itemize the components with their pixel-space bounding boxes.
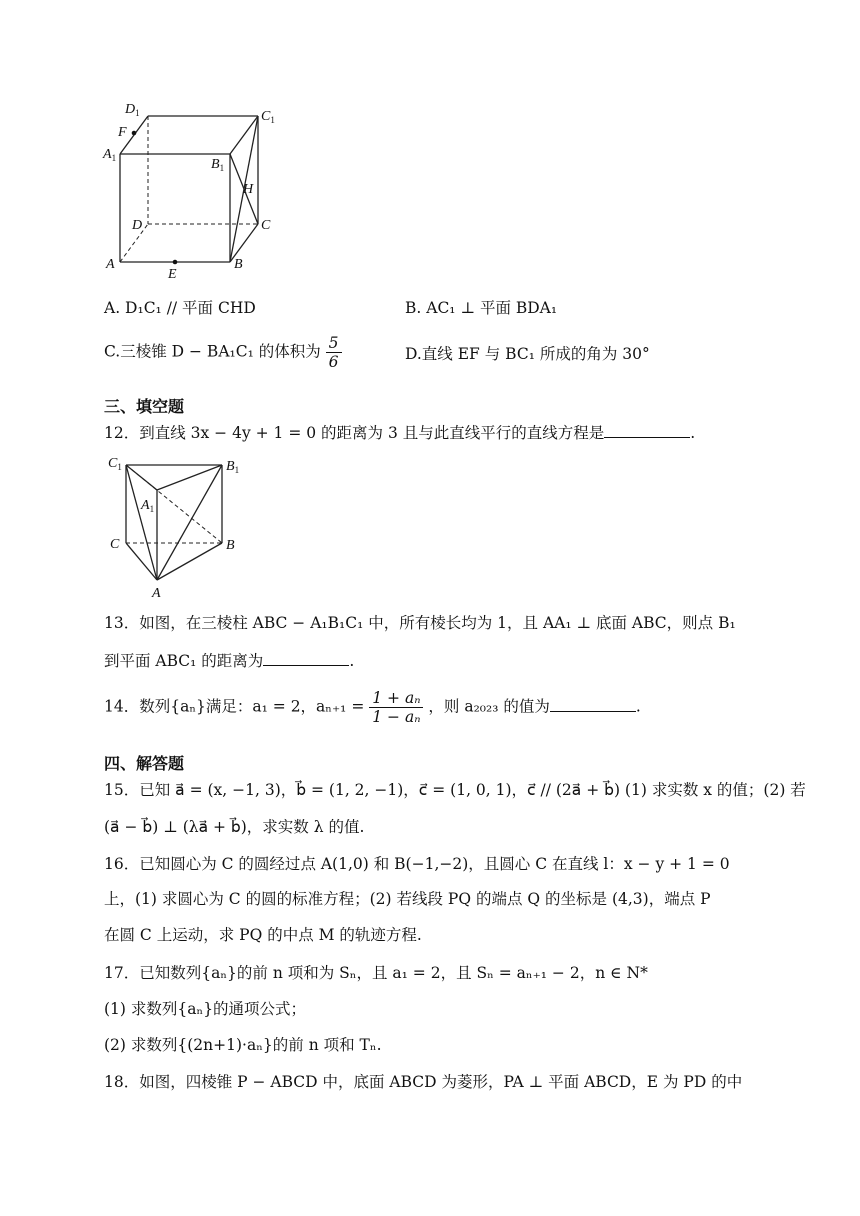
question-17-line3: (2) 求数列{(2n+1)·aₙ}的前 n 项和 Tₙ.: [104, 1036, 382, 1054]
label-A1: $A_1$: [103, 147, 117, 163]
option-a: A. D₁C₁ // 平面 CHD: [104, 299, 256, 317]
question-14-end: .: [635, 697, 641, 716]
question-17-line2: (1) 求数列{aₙ}的通项公式；: [104, 1000, 307, 1018]
option-d: D.直线 EF 与 BC₁ 所成的角为 30°: [405, 345, 650, 363]
question-14-suffix: ，则 a₂₀₂₃ 的值为: [428, 697, 550, 716]
label-D1: $D_1$: [125, 102, 140, 118]
label-F: F: [118, 125, 127, 140]
option-c-fraction: [326, 334, 342, 371]
question-16-line1: 16．已知圆心为 C 的圆经过点 A(1,0) 和 B(−1,−2)，且圆心 C 在直线 l：x − y + 1 = 0: [104, 855, 730, 873]
label-B1: $B_1$: [211, 157, 225, 173]
label-H: H: [243, 182, 254, 197]
label-B: B: [234, 257, 243, 272]
question-13-line1: 13．如图，在三棱柱 ABC − A₁B₁C₁ 中，所有棱长均为 1，且 AA₁ ⊥ 底面 ABC，则点 B₁: [104, 614, 736, 632]
cube-figure: [100, 100, 290, 285]
answer-blank-12[interactable]: [604, 421, 690, 438]
edge-B1-A: [157, 465, 222, 580]
question-16-line3: 在圆 C 上运动，求 PQ 的中点 M 的轨迹方程.: [104, 926, 422, 944]
option-c-denominator: 6: [328, 353, 339, 371]
label-D: D: [132, 218, 143, 233]
answer-blank-14[interactable]: [550, 695, 636, 712]
question-12-text: 12．到直线 3x − 4y + 1 = 0 的距离为 3 且与此直线平行的直线方程是: [104, 424, 605, 442]
question-14-numerator: 1 + aₙ: [369, 689, 423, 708]
question-18-line1: 18．如图，四棱锥 P − ABCD 中，底面 ABCD 为菱形，PA ⊥ 平面 ABCD，E 为 PD 的中: [104, 1073, 743, 1091]
option-c: [104, 334, 342, 371]
option-b: B. AC₁ ⊥ 平面 BDA₁: [405, 299, 558, 317]
label-E: E: [168, 267, 177, 282]
label-C1: $C_1$: [108, 456, 122, 472]
prism-figure: [104, 452, 254, 602]
question-16-line2: 上，(1) 求圆心为 C 的圆的标准方程；(2) 若线段 PQ 的端点 Q 的坐标是 (4,3)，端点 P: [104, 890, 711, 908]
question-12-end: .: [690, 424, 696, 442]
label-C: C: [110, 537, 120, 552]
point-F: [132, 131, 137, 136]
question-14-fraction: [369, 689, 423, 726]
question-13-line2: [104, 649, 354, 672]
edge-C1-A1: [126, 465, 157, 490]
section-title-fill-in: 三、填空题: [104, 397, 185, 416]
label-C1: $C_1$: [261, 109, 275, 125]
question-12: [104, 421, 695, 444]
edge-A1-B1: [157, 465, 222, 490]
label-A: A: [106, 257, 115, 272]
option-c-text: C.三棱锥 D − BA₁C₁ 的体积为: [104, 342, 321, 361]
question-14-prefix: 14．数列{aₙ}满足：a₁ = 2，aₙ₊₁ =: [104, 697, 365, 716]
edge-C1-A: [126, 465, 157, 580]
label-C: C: [261, 218, 271, 233]
question-14: [104, 689, 641, 726]
point-E: [173, 260, 178, 265]
question-17-line1: 17．已知数列{aₙ}的前 n 项和为 Sₙ，且 a₁ = 2，且 Sₙ = aₙ₊₁ − 2，n ∈ N*: [104, 964, 648, 982]
label-B: B: [226, 538, 235, 553]
label-A: A: [152, 586, 161, 601]
label-B1: $B_1$: [226, 459, 240, 475]
section-title-solve: 四、解答题: [104, 754, 185, 773]
question-15-line2: (a⃗ − b⃗) ⊥ (λa⃗ + b⃗)，求实数 λ 的值.: [104, 818, 365, 836]
question-13-text: 到平面 ABC₁ 的距离为: [104, 652, 264, 670]
option-c-numerator: 5: [326, 334, 342, 353]
question-15-line1: 15．已知 a⃗ = (x, −1, 3)，b⃗ = (1, 2, −1)，c⃗ = (1, 0, 1)，c⃗ // (2a⃗ + b⃗) (1) 求实数 x 的值；(2) 若: [104, 781, 806, 799]
label-A1: $A_1$: [141, 498, 155, 514]
answer-blank-13[interactable]: [263, 649, 349, 666]
question-13-end: .: [349, 652, 355, 670]
question-14-denominator: 1 − aₙ: [372, 708, 421, 726]
